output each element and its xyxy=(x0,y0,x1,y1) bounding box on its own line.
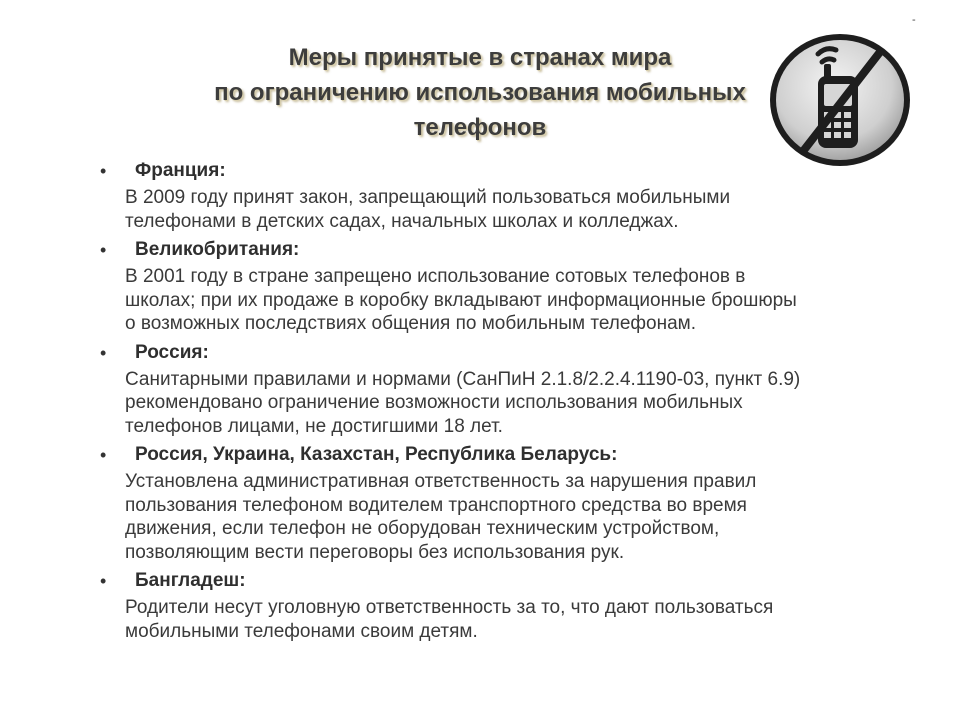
slide-title xyxy=(190,40,770,145)
item-text xyxy=(125,186,940,233)
country-heading: Бангладеш: xyxy=(135,570,246,591)
list-item xyxy=(100,340,940,439)
no-mobile-phone-icon xyxy=(768,32,912,168)
country-heading: Франция: xyxy=(135,160,226,181)
list-item xyxy=(100,237,940,336)
text-line: пользования телефоном водителем транспортного средства во время xyxy=(125,494,747,516)
country-heading: Великобритания: xyxy=(135,239,300,260)
title-line: Меры принятые в странах мира xyxy=(288,44,672,71)
text-line: В 2001 году в стране запрещено использование сотовых телефонов в xyxy=(125,266,746,287)
list-item xyxy=(100,442,940,564)
item-text xyxy=(125,470,940,564)
text-line: телефонами в детских садах, начальных школах и колледжах. xyxy=(125,210,679,232)
country-heading: Россия: xyxy=(135,341,209,363)
bullet: • xyxy=(100,445,107,465)
bullet: • xyxy=(100,161,107,181)
text-line: о возможных последствиях общения по мобильным телефонам. xyxy=(125,313,697,334)
country-heading: Россия, Украина, Казахстан, Республика Беларусь: xyxy=(135,444,618,465)
text-line: Родители несут уголовную ответственность за то, что дают пользоваться xyxy=(125,597,774,618)
bullet: • xyxy=(100,571,107,591)
item-text xyxy=(125,596,940,643)
text-line: движения, если телефон не оборудован техническим устройством, xyxy=(125,518,720,539)
item-text xyxy=(125,265,940,336)
text-line: школах; при их продаже в коробку вкладывают информационные брошюры xyxy=(125,289,797,311)
corner-mark: - xyxy=(912,14,916,26)
country-list xyxy=(100,158,940,647)
text-line: Установлена административная ответственность за нарушения правил xyxy=(125,471,757,492)
text-line: Санитарными правилами и нормами (СанПиН 2.1.8/2.2.4.1190-03, пункт 6.9) xyxy=(125,368,801,390)
title-line: телефонов xyxy=(413,114,547,141)
text-line: позволяющим вести переговоры без использования рук. xyxy=(125,541,625,563)
text-line: телефонов лицами, не достигшими 18 лет. xyxy=(125,415,503,437)
bullet: • xyxy=(100,240,107,260)
text-line: мобильными телефонами своим детям. xyxy=(125,620,478,642)
text-line: В 2009 году принят закон, запрещающий пользоваться мобильными xyxy=(125,187,731,208)
text-line: рекомендовано ограничение возможности использования мобильных xyxy=(125,392,743,413)
item-text xyxy=(125,368,940,439)
bullet: • xyxy=(100,342,107,363)
title-line: по ограничению использования мобильных xyxy=(214,79,746,106)
list-item xyxy=(100,568,940,643)
list-item xyxy=(100,158,940,233)
